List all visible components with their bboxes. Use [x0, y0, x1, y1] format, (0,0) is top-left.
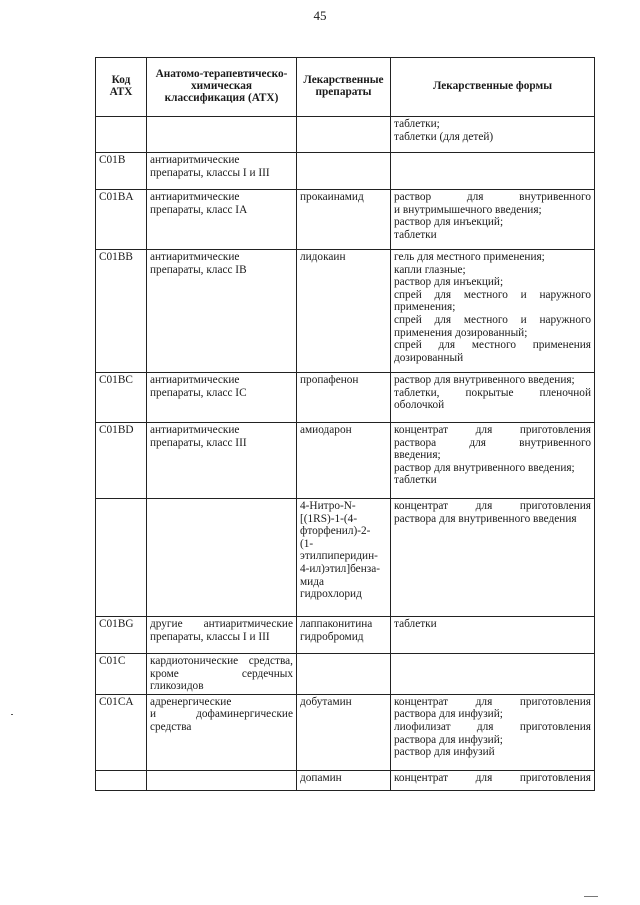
classification-line: гликозидов	[150, 680, 204, 693]
drug-cell	[297, 694, 391, 770]
dosage-form-line: раствор для инъекций;	[394, 216, 504, 229]
dosage-forms-cell	[391, 153, 595, 190]
atc-code-cell	[96, 117, 147, 153]
drug-name-line: 4-ил)этил]бенза-	[300, 562, 380, 575]
classification-line: кроме сердечных	[150, 667, 293, 680]
dosage-form-line: раствор для внутривенного введения;	[394, 461, 575, 474]
table-row	[96, 423, 595, 499]
atc-code-cell: C01BG	[96, 617, 147, 654]
table-body	[96, 117, 595, 791]
drug-name-line: допамин	[300, 771, 342, 784]
dosage-form-line: применения;	[394, 301, 456, 314]
classification-line: антиаритмические	[150, 424, 240, 436]
drug-cell	[297, 153, 391, 190]
dosage-forms-cell	[391, 250, 595, 373]
drug-name-line: гидробромид	[300, 630, 364, 643]
header-drugs: Лекарственные препараты	[297, 58, 391, 117]
dosage-form-line: и внутримышечного введения;	[394, 203, 542, 216]
atc-code-cell	[96, 499, 147, 617]
table-row	[96, 250, 595, 373]
classification-cell	[147, 499, 297, 617]
drug-name-line: гидрохлорид	[300, 588, 362, 601]
classification-line: препараты, классы I и III	[150, 166, 270, 179]
classification-cell	[147, 373, 297, 423]
drug-name-line: мида	[300, 575, 324, 588]
table-row	[96, 499, 595, 617]
classification-line: препараты, класс IA	[150, 203, 248, 216]
dosage-form-line: таблетки, покрытые пленочной	[394, 386, 591, 399]
drug-cell	[297, 499, 391, 617]
dosage-form-line: спрей для местного и наружного	[394, 313, 591, 326]
drug-name-line: лидокаин	[300, 251, 346, 263]
dosage-form-line: концентрат для приготовления	[394, 424, 591, 436]
table-row	[96, 770, 595, 790]
dosage-form-line: раствор для внутривенного	[394, 191, 591, 203]
dosage-form-line: спрей для местного и наружного	[394, 288, 591, 301]
dosage-form-line: раствора для внутривенного	[394, 436, 591, 449]
dosage-form-line: таблетки	[394, 228, 437, 241]
drug-name-line: [(1RS)-1-(4-	[300, 512, 358, 525]
dosage-form-line: таблетки (для детей)	[394, 130, 494, 143]
table-row	[96, 617, 595, 654]
drug-cell	[297, 654, 391, 695]
classification-line: кардиотонические средства,	[150, 655, 293, 667]
header-forms: Лекарственные формы	[391, 58, 595, 117]
dosage-form-line: раствор для инъекций;	[394, 276, 504, 289]
dosage-form-line: лиофилизат для приготовления	[394, 720, 591, 733]
classification-line: препараты, класс III	[150, 436, 247, 449]
atc-code-cell	[96, 770, 147, 790]
dosage-form-line: спрей для местного применения	[394, 339, 591, 352]
drug-name-line: этилпиперидин-	[300, 550, 378, 563]
classification-cell	[147, 617, 297, 654]
classification-line: средства	[150, 720, 192, 733]
drug-name-line: (1-	[300, 537, 314, 550]
drug-name-line: прокаинамид	[300, 191, 364, 203]
dosage-form-line: таблетки;	[394, 118, 440, 130]
dosage-forms-cell	[391, 694, 595, 770]
classification-cell	[147, 250, 297, 373]
dosage-form-line: таблетки	[394, 474, 437, 487]
table-header-row	[96, 58, 595, 117]
table-row	[96, 153, 595, 190]
dosage-form-line: введения;	[394, 449, 441, 462]
classification-cell	[147, 770, 297, 790]
drug-name-line: амиодарон	[300, 424, 352, 436]
classification-line: антиаритмические	[150, 251, 240, 263]
drug-cell	[297, 190, 391, 250]
classification-cell	[147, 423, 297, 499]
dosage-form-line: оболочкой	[394, 399, 445, 412]
table-row	[96, 694, 595, 770]
classification-line: препараты, классы I и III	[150, 630, 270, 643]
classification-line: антиаритмические	[150, 374, 240, 386]
atc-code-cell: C01B	[96, 153, 147, 190]
dosage-forms-cell	[391, 617, 595, 654]
dosage-form-line: раствора для инфузий;	[394, 708, 503, 721]
classification-cell	[147, 153, 297, 190]
classification-line: другие антиаритмические	[150, 618, 293, 630]
classification-line: антиаритмические	[150, 154, 240, 166]
atc-code-cell: C01BA	[96, 190, 147, 250]
atc-code-cell: C01BB	[96, 250, 147, 373]
dosage-form-line: концентрат для приготовления	[394, 695, 591, 708]
dosage-form-line: капли глазные;	[394, 263, 466, 276]
drug-name-line: 4-Нитро-N-	[300, 500, 356, 512]
drug-name-line: добутамин	[300, 695, 352, 708]
drug-name-line: лаппаконитина	[300, 618, 373, 630]
table-row	[96, 654, 595, 695]
dosage-form-line: таблетки	[394, 618, 437, 630]
header-classification: Анатомо-терапевтическо-химическая классификация (АТХ)	[147, 58, 297, 117]
classification-cell	[147, 654, 297, 695]
dosage-forms-cell	[391, 117, 595, 153]
atc-table	[95, 57, 595, 791]
scan-mark	[11, 714, 13, 715]
dosage-form-line: раствор для внутривенного введения;	[394, 374, 575, 386]
dosage-forms-cell	[391, 654, 595, 695]
header-code: Код АТХ	[96, 58, 147, 117]
classification-cell	[147, 117, 297, 153]
atc-code-cell: C01CA	[96, 694, 147, 770]
classification-line: адренергические	[150, 695, 232, 708]
dosage-forms-cell	[391, 423, 595, 499]
drug-cell	[297, 117, 391, 153]
dosage-forms-cell	[391, 190, 595, 250]
dosage-forms-cell	[391, 373, 595, 423]
classification-cell	[147, 190, 297, 250]
dosage-form-line: раствора для инфузий;	[394, 733, 503, 746]
table-row	[96, 117, 595, 153]
dosage-form-line: гель для местного применения;	[394, 251, 545, 263]
classification-line: препараты, класс IB	[150, 263, 247, 276]
table-row	[96, 190, 595, 250]
atc-code-cell: C01C	[96, 654, 147, 695]
dosage-form-line: концентрат для приготовления	[394, 771, 591, 784]
dosage-form-line: раствора для внутривенного введения	[394, 512, 577, 525]
dosage-form-line: применения дозированный;	[394, 326, 528, 339]
classification-cell	[147, 694, 297, 770]
drug-cell	[297, 770, 391, 790]
drug-cell	[297, 250, 391, 373]
atc-code-cell: C01BC	[96, 373, 147, 423]
drug-cell	[297, 617, 391, 654]
page-number: 45	[313, 8, 327, 23]
drug-name-line: пропафенон	[300, 374, 359, 386]
classification-line: препараты, класс IC	[150, 386, 247, 399]
dosage-form-line: раствор для инфузий	[394, 746, 495, 759]
scan-mark	[584, 896, 598, 897]
atc-code-cell: C01BD	[96, 423, 147, 499]
table-row	[96, 373, 595, 423]
drug-name-line: фторфенил)-2-	[300, 525, 371, 538]
dosage-form-line: дозированный	[394, 351, 464, 364]
dosage-form-line: концентрат для приготовления	[394, 500, 591, 512]
drug-cell	[297, 373, 391, 423]
classification-line: и дофаминергические	[150, 708, 293, 721]
classification-line: антиаритмические	[150, 191, 240, 203]
drug-cell	[297, 423, 391, 499]
dosage-forms-cell	[391, 499, 595, 617]
dosage-forms-cell	[391, 770, 595, 790]
